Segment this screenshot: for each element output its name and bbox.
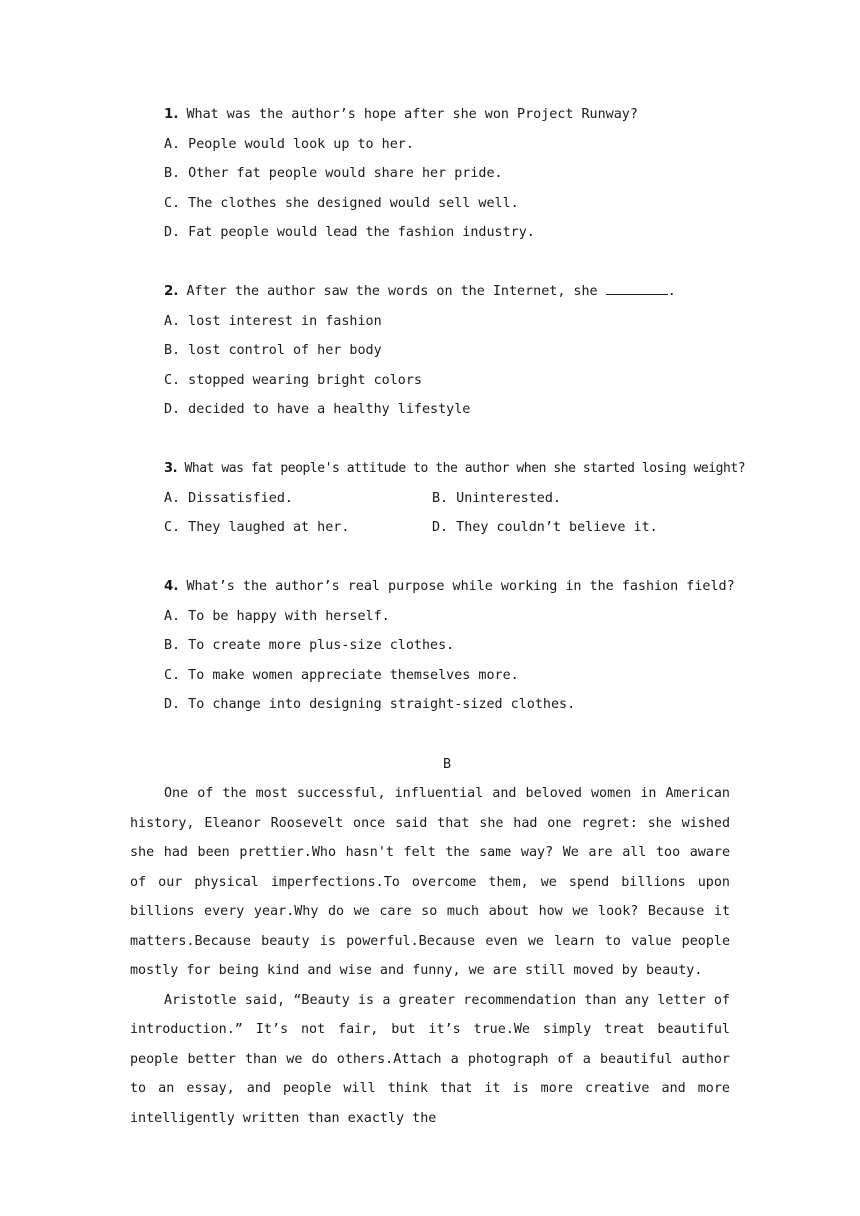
reading-passage	[130, 779, 730, 1133]
question-text: After the author saw the words on the Internet, she	[186, 284, 606, 299]
question-text: What’s the author’s real purpose while working in the fashion field?	[186, 579, 735, 594]
question-number: 2.	[164, 284, 179, 299]
passage-paragraph-1: One of the most successful, influential and beloved women in American history, Eleanor Roosevelt once said that she had one regret: she wished she had been prettier.Who hasn't felt the same way? We are all too aware of our physical imperfections.To overcome them, we spend billions upon billions every year.Why do we care so much about how we look? Because it matters.Because beauty is powerful.Because even we learn to value people mostly for being kind and wise and funny, we are still moved by beauty.	[130, 786, 730, 978]
question-1	[164, 100, 744, 248]
option-d: D. decided to have a healthy lifestyle	[164, 402, 471, 417]
option-c: C. To make women appreciate themselves more.	[164, 667, 519, 683]
option-b: B. To create more plus-size clothes.	[164, 638, 455, 653]
option-c: C. They laughed at her.	[164, 520, 350, 535]
option-b: B. lost control of her body	[164, 343, 382, 358]
options-row-2	[164, 513, 744, 543]
option-b: B. Other fat people would share her pride.	[164, 166, 503, 181]
option-b: B. Uninterested.	[432, 490, 561, 506]
option-a: A. People would look up to her.	[164, 136, 414, 152]
question-text: What was the author’s hope after she won Project Runway?	[186, 107, 638, 122]
option-c: C. The clothes she designed would sell well.	[164, 195, 519, 211]
question-stem	[164, 572, 744, 602]
option-a: A. To be happy with herself.	[164, 608, 390, 624]
options-row-1	[164, 484, 744, 514]
question-2	[164, 277, 744, 425]
question-3	[164, 454, 744, 543]
question-stem	[164, 277, 744, 307]
passage-paragraph-2: Aristotle said, “Beauty is a greater recommendation than any letter of introduction.” It’s not fair, but it’s true.We simply treat beautiful people better than we do others.Attach a photograph of a beautiful author to an essay, and people will think that it is more creative and more intelligently written than exactly the	[130, 992, 730, 1126]
option-d: D. They couldn’t believe it.	[432, 520, 658, 535]
question-4	[164, 572, 744, 720]
option-a: A. lost interest in fashion	[164, 313, 382, 329]
question-text-end: .	[667, 284, 676, 299]
question-number: 1.	[164, 107, 179, 122]
question-number: 4.	[164, 579, 179, 594]
question-stem	[164, 100, 744, 130]
option-a: A. Dissatisfied.	[164, 490, 293, 506]
question-stem	[164, 454, 744, 484]
option-c: C. stopped wearing bright colors	[164, 372, 422, 388]
question-number: 3.	[164, 461, 178, 476]
section-heading: B	[442, 757, 452, 772]
option-d: D. Fat people would lead the fashion industry.	[164, 225, 535, 240]
question-text: What was fat people's attitude to the author when she started losing weight?	[184, 461, 746, 476]
option-d: D. To change into designing straight-sized clothes.	[164, 697, 576, 712]
answer-blank	[606, 282, 668, 295]
